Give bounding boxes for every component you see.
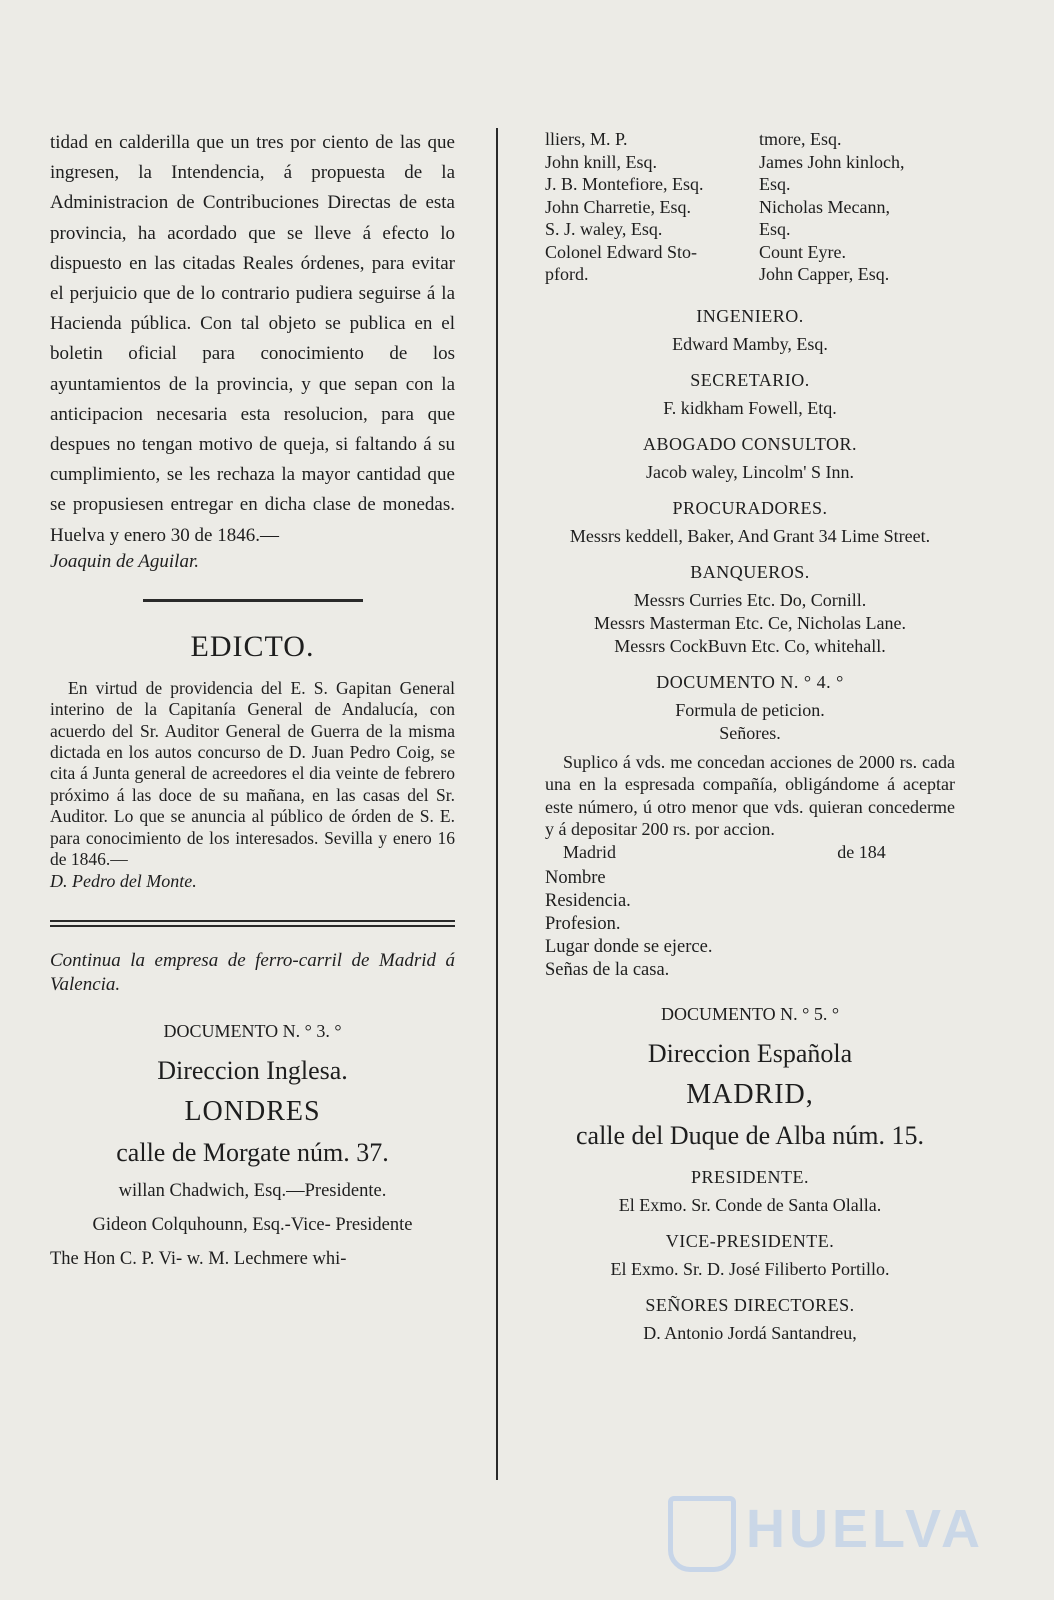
presidente-name: El Exmo. Sr. Conde de Santa Olalla.: [618, 1195, 882, 1215]
secretario-heading: SECRETARIO.: [690, 369, 810, 390]
director-row: Colonel Edward Sto- Count Eyre.: [545, 241, 846, 262]
column-divider: [496, 128, 498, 1480]
presidente-heading: PRESIDENTE.: [691, 1167, 809, 1187]
address-londres: calle de Morgate núm. 37.: [116, 1137, 389, 1167]
procuradores-name: Messrs keddell, Baker, And Grant 34 Lime Street.: [569, 525, 931, 546]
banquero-line: Messrs CockBuvn Etc. Co, whitehall.: [614, 635, 886, 656]
direccion-espanola: Direccion Española: [647, 1039, 853, 1068]
signature-monte: D. Pedro del Monte.: [50, 870, 197, 891]
madrid-date-line: Madrid de 184: [563, 841, 886, 862]
form-fields: [545, 867, 955, 982]
form-field-line: Residencia.: [545, 891, 631, 911]
abogado-heading: ABOGADO CONSULTOR.: [642, 433, 858, 454]
directors-line: The Hon C. P. Vi- w. M. Lechmere whi-: [50, 1248, 347, 1269]
banqueros-heading: BANQUEROS.: [690, 561, 810, 582]
form-field-line: Nombre: [545, 868, 606, 888]
directores-heading: SEÑORES DIRECTORES.: [645, 1295, 855, 1315]
ingeniero-heading: INGENIERO.: [696, 305, 804, 326]
documento-4-label: DOCUMENTO N. ° 4. °: [656, 671, 844, 692]
continua-note: Continua la empresa de ferro-carril de Madrid á Valencia.: [50, 949, 455, 995]
secretario-name: F. kidkham Fowell, Etq.: [663, 397, 837, 418]
intendencia-paragraph: tidad en calderilla que un tres por ciento de las que ingresen, la Intendencia, á propuesta de la Administracion de Contribuciones Directas de esta provincia, ha acordado que se lleve á efecto lo dispuesto en las citadas Reales órdenes, para evitar el perjuicio que de lo contrario pudiera seguirse á la Hacienda pública. Con tal objeto se publica en el boletin oficial para conocimiento de los ayuntamientos de la provincia, y que sepan con la anticipacion necesaria esta resolucion, para que despues no tengan motivo de queja, si faltando á su cumplimiento, se les rechaza la mayor cantidad que se propusiesen entregar en dicha clase de monedas. Huelva y enero 30 de 1846.—: [50, 132, 455, 546]
city-madrid: MADRID,: [686, 1079, 814, 1110]
form-field-line: Señas de la casa.: [545, 960, 670, 980]
banquero-line: Messrs Curries Etc. Do, Cornill.: [633, 589, 867, 610]
form-field-line: Lugar donde se ejerce.: [545, 937, 713, 957]
vice-president-line: Gideon Colquhounn, Esq.-Vice- Presidente: [92, 1214, 413, 1235]
double-rule: [50, 920, 455, 927]
left-column: [50, 128, 455, 1272]
vice-presidente-name: El Exmo. Sr. D. José Filiberto Portillo.: [610, 1259, 890, 1279]
formula-heading: Formula de peticion.: [675, 699, 825, 720]
form-field-line: Profesion.: [545, 914, 621, 934]
director-name: D. Antonio Jordá Santandreu,: [643, 1323, 857, 1343]
signature-aguilar: Joaquin de Aguilar.: [50, 550, 200, 572]
senores-line: Señores.: [719, 722, 781, 743]
director-row: S. J. waley, Esq. Esq.: [545, 219, 791, 239]
documento-3-label: DOCUMENTO N. ° 3. °: [163, 1020, 342, 1041]
archive-logo-icon: [668, 1496, 736, 1572]
director-row: John Charretie, Esq. Nicholas Mecann,: [545, 196, 890, 217]
abogado-name: Jacob waley, Lincolm' S Inn.: [645, 461, 855, 482]
procuradores-heading: PROCURADORES.: [672, 497, 828, 518]
section-rule: [143, 599, 363, 602]
documento-5-label: DOCUMENTO N. ° 5. °: [660, 1004, 840, 1024]
suplico-paragraph: Suplico á vds. me concedan acciones de 2000 rs. cada una en la espresada compañía, obligándome á aceptar este número, ú otro menor que vds. quieran concederme y á depositar 200 rs. por accion.: [545, 751, 955, 839]
city-londres: LONDRES: [184, 1095, 321, 1127]
edicto-heading: EDICTO.: [190, 629, 315, 663]
ingeniero-name: Edward Mamby, Esq.: [672, 333, 828, 354]
vice-presidente-heading: VICE-PRESIDENTE.: [665, 1231, 835, 1251]
edicto-body: En virtud de providencia del E. S. Gapitan General interino de la Capitanía General de Andalucía, con acuerdo del Sr. Auditor General de Guerra de la misma dictada en los autos concurso de D. Juan Pedro Coig, se cita á Junta general de acreedores el dia veinte de febrero próximo á las doce de su mañana, en las casas del Sr. Auditor. Lo que se anuncia al público de órden de S. E. para conocimiento de los interesados. Sevilla y enero 16 de 1846.—: [50, 677, 455, 870]
banquero-line: Messrs Masterman Etc. Ce, Nicholas Lane.: [594, 612, 906, 633]
address-madrid: calle del Duque de Alba núm. 15.: [575, 1121, 925, 1150]
director-row: John knill, Esq. James John kinloch,: [545, 151, 905, 172]
direccion-inglesa: Direccion Inglesa.: [157, 1055, 348, 1085]
directors-list: [545, 128, 955, 286]
right-column: [545, 128, 955, 1345]
archive-watermark: HUELVA: [746, 1499, 984, 1559]
director-row: lliers, M. P. tmore, Esq.: [545, 129, 842, 149]
president-line: willan Chadwich, Esq.—Presidente.: [118, 1180, 387, 1201]
director-row: J. B. Montefiore, Esq. Esq.: [545, 174, 791, 194]
director-row: pford. John Capper, Esq.: [545, 264, 890, 284]
